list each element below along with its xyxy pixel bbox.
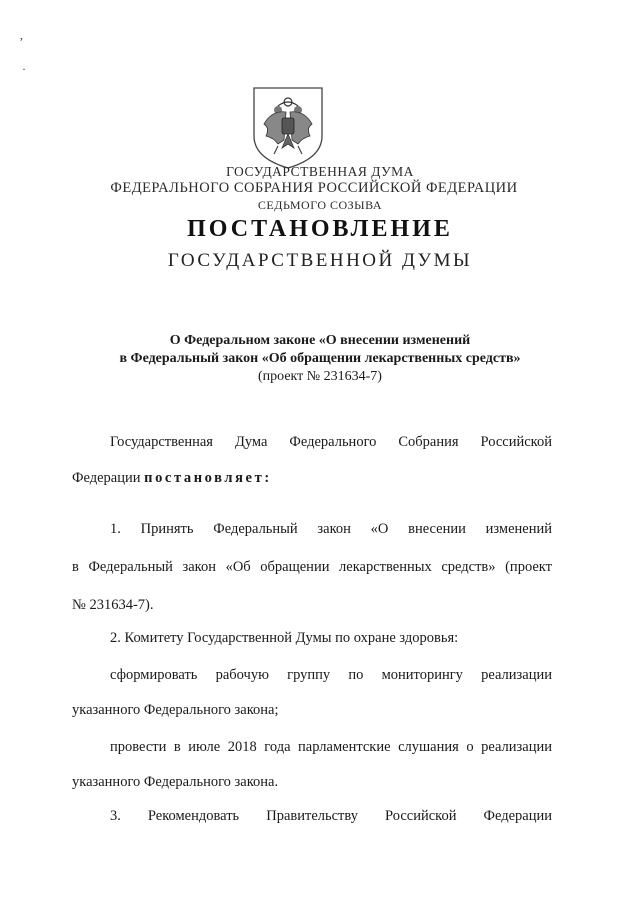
item-2b-line-1: провести в июле 2018 года парламентские слушания о реализации bbox=[110, 739, 552, 755]
document-subtitle: ГОСУДАРСТВЕННОЙ ДУМЫ bbox=[167, 250, 473, 271]
coat-of-arms-icon bbox=[248, 84, 328, 170]
law-title bbox=[60, 332, 580, 386]
header-line-2: ФЕДЕРАЛЬНОГО СОБРАНИЯ РОССИЙСКОЙ ФЕДЕРАЦИИ bbox=[110, 180, 518, 196]
item-2a-line-2: указанного Федерального закона; bbox=[72, 702, 279, 718]
preamble-prefix: Федерации bbox=[72, 470, 145, 486]
scan-mark: · bbox=[22, 62, 26, 76]
scan-mark: , bbox=[20, 28, 23, 42]
header-line-1: ГОСУДАРСТВЕННАЯ ДУМА bbox=[226, 164, 414, 179]
preamble-verb: постановляет: bbox=[144, 470, 272, 486]
item-2-line-1: 2. Комитету Государственной Думы по охране здоровья: bbox=[110, 630, 459, 646]
item-2b-line-2: указанного Федерального закона. bbox=[72, 774, 279, 790]
item-1-line-2: в Федеральный закон «Об обращении лекарственных средств» (проект bbox=[72, 559, 552, 575]
law-title-line-1: О Федеральном законе «О внесении изменений bbox=[169, 333, 471, 348]
item-1-line-1: 1. Принять Федеральный закон «О внесении изменений bbox=[110, 521, 552, 537]
header-line-3: СЕДЬМОГО СОЗЫВА bbox=[257, 198, 383, 212]
project-number: (проект № 231634-7) bbox=[258, 369, 382, 384]
document-title: ПОСТАНОВЛЕНИЕ bbox=[187, 216, 453, 242]
item-1-line-3: № 231634-7). bbox=[72, 597, 154, 613]
law-title-line-2: в Федеральный закон «Об обращении лекарственных средств» bbox=[119, 351, 521, 366]
preamble-line-2 bbox=[72, 469, 552, 487]
item-3-line-1: 3. Рекомендовать Правительству Российской Федерации bbox=[110, 808, 552, 824]
preamble-line-1: Государственная Дума Федерального Собрания Российской bbox=[110, 434, 552, 450]
item-2a-line-1: сформировать рабочую группу по мониторингу реализации bbox=[110, 667, 552, 683]
